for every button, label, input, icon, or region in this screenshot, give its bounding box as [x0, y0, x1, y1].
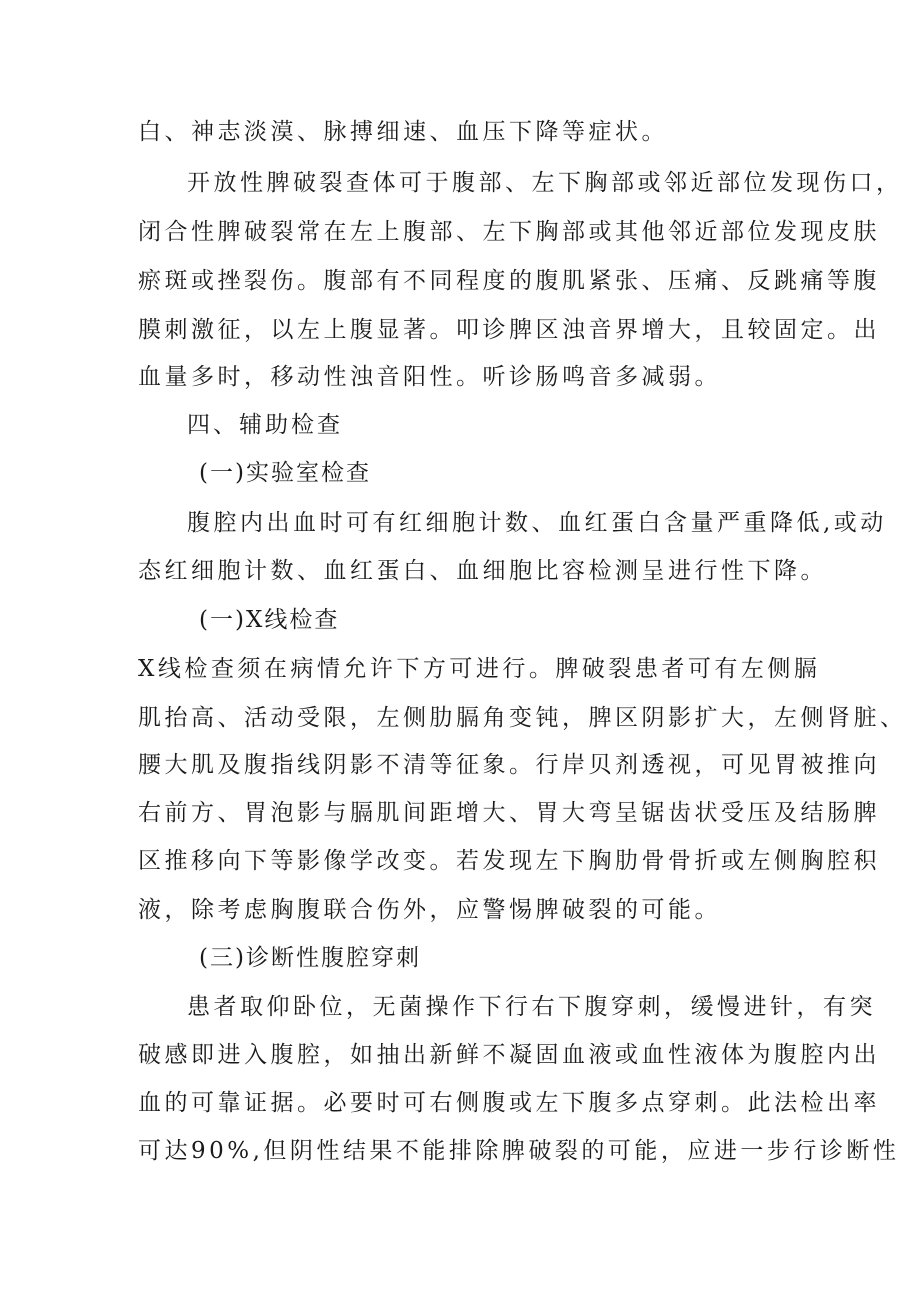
body-text-line: 液，除考虑胸腹联合伤外，应警惕脾破裂的可能。 — [138, 897, 721, 923]
body-text-line: X线检查须在病情允许下方可进行。脾破裂患者可有左侧膈 — [138, 656, 821, 682]
body-text-line: 腹腔内出血时可有红细胞计数、血红蛋白含量严重降低,或动 — [187, 510, 887, 536]
body-text-line: 瘀斑或挫裂伤。腹部有不同程度的腹肌紧张、压痛、反跳痛等腹 — [138, 268, 880, 294]
subsection-heading: (一)X线检查 — [199, 607, 340, 633]
body-text-line: 闭合性脾破裂常在左上腹部、左下胸部或其他邻近部位发现皮肤 — [138, 219, 880, 245]
body-text-line: 血量多时，移动性浊音阳性。听诊肠鸣音多减弱。 — [138, 364, 721, 390]
body-text-line: 开放性脾破裂查体可于腹部、左下胸部或邻近部位发现伤口， — [187, 170, 903, 196]
body-text-line: 区推移向下等影像学改变。若发现左下胸肋骨骨折或左侧胸腔积 — [138, 848, 880, 874]
body-text-line: 肌抬高、活动受限，左侧肋膈角变钝，脾区阴影扩大，左侧肾脏、 — [138, 705, 907, 731]
body-text-line: 膜刺激征，以左上腹显著。叩诊脾区浊音界增大，且较固定。出 — [138, 317, 880, 343]
body-text-line: 可达90%,但阴性结果不能排除脾破裂的可能，应进一步行诊断性 — [138, 1138, 900, 1164]
body-text-line: 态红细胞计数、血红蛋白、血细胞比容检测呈进行性下降。 — [138, 558, 827, 584]
subsection-heading: (三)诊断性腹腔穿刺 — [199, 945, 421, 971]
body-text-line: 白、神志淡漠、脉搏细速、血压下降等症状。 — [138, 119, 668, 145]
body-text-line: 右前方、胃泡影与膈肌间距增大、胃大弯呈锯齿状受压及结肠脾 — [138, 800, 880, 826]
body-text-line: 血的可靠证据。必要时可右侧腹或左下腹多点穿刺。此法检出率 — [138, 1090, 880, 1116]
section-heading: 四、辅助检查 — [187, 412, 343, 438]
subsection-heading: (一)实验室检查 — [199, 460, 371, 486]
body-text-line: 患者取仰卧位，无菌操作下行右下腹穿刺，缓慢进针，有突 — [187, 994, 876, 1020]
body-text-line: 破感即进入腹腔，如抽出新鲜不凝固血液或血性液体为腹腔内出 — [138, 1042, 880, 1068]
body-text-line: 腰大肌及腹指线阴影不清等征象。行岸贝剂透视，可见胃被推向 — [138, 752, 880, 778]
